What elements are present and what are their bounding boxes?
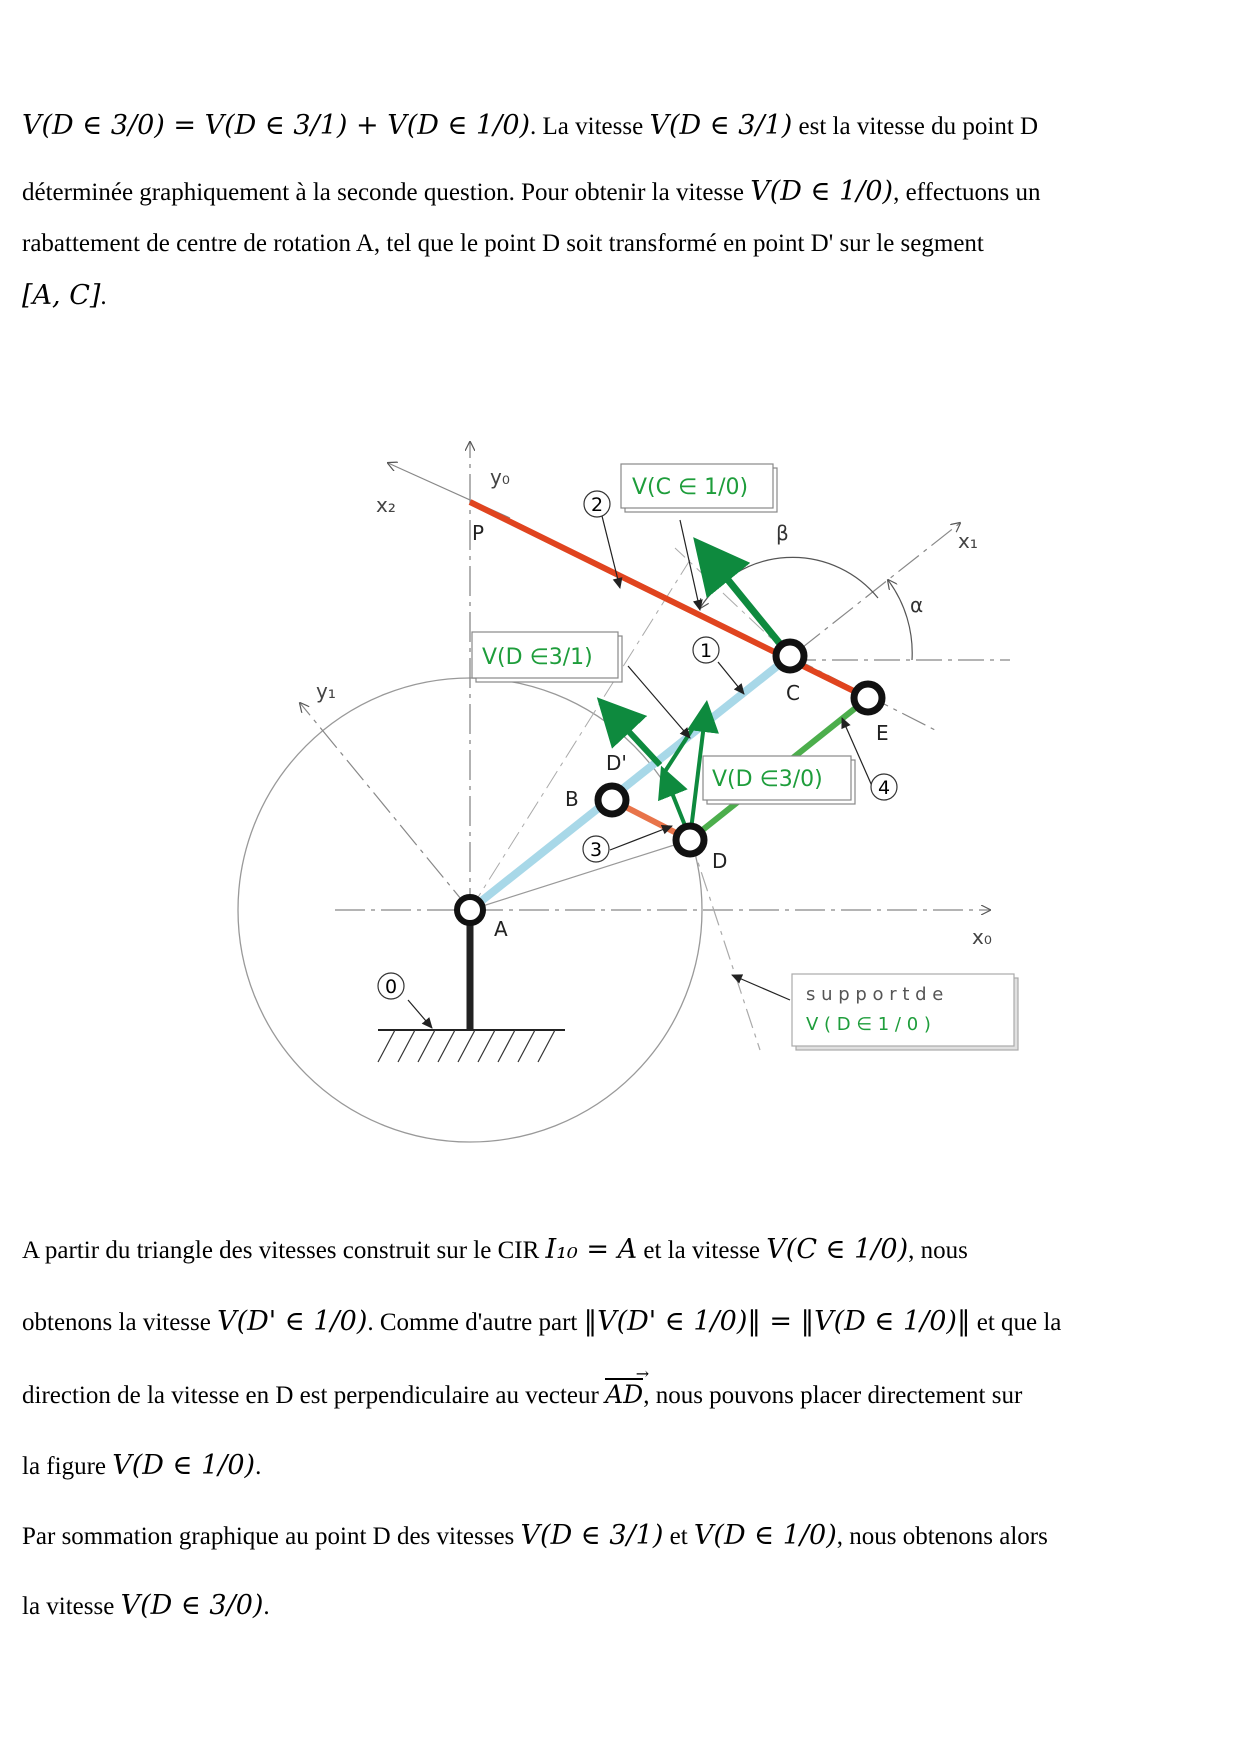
label-x0: x₀: [972, 925, 992, 949]
label-x1: x₁: [958, 529, 978, 553]
label-e: E: [876, 721, 889, 745]
part-number-0: [378, 973, 404, 999]
construction-line: [470, 560, 690, 910]
text: direction de la vitesse en D est perpendiculaire au vecteur: [22, 1382, 606, 1409]
svg-text:4: 4: [877, 777, 891, 799]
leader-2: [602, 516, 620, 588]
label-box-support: [792, 974, 1018, 1050]
text: , nous pouvons placer directement sur: [643, 1382, 1023, 1409]
label-alpha: α: [910, 593, 924, 617]
joint-d: [676, 826, 704, 854]
explanation-line-2: [22, 1306, 1061, 1337]
label-c: C: [786, 681, 800, 705]
part-number-1: [693, 637, 719, 663]
velocity-formula: V(D ∈ 1/0): [693, 1520, 837, 1551]
label-b: B: [565, 787, 579, 811]
explanation-line-6: [22, 1590, 270, 1621]
text: , effectuons un: [893, 179, 1041, 206]
label-x2: x₂: [376, 493, 396, 517]
angle-alpha-arc: [888, 580, 912, 660]
intro-line-3: rabattement de centre de rotation A, tel que le point D soit transformé en point D' sur le segment: [22, 230, 984, 257]
norm-equality-formula: ‖V(D' ∈ 1/0)‖ = ‖V(D ∈ 1/0)‖: [583, 1306, 971, 1337]
svg-text:3: 3: [589, 839, 603, 861]
text: , nous: [908, 1237, 968, 1264]
text: . La vitesse: [530, 113, 650, 140]
y1-axis: [300, 703, 470, 910]
explanation-line-1: [22, 1234, 968, 1265]
text: .: [100, 283, 107, 310]
leader-vd31: [628, 666, 690, 738]
joint-b: [598, 786, 626, 814]
text: et: [663, 1523, 694, 1550]
text: .: [255, 1453, 262, 1480]
label-box-vd30: [703, 756, 855, 804]
label-y1: y₁: [316, 679, 336, 703]
text: , nous obtenons alors: [836, 1523, 1048, 1550]
text: . Comme d'autre part: [367, 1309, 584, 1336]
vector-ad: AD →: [605, 1378, 643, 1409]
label-d: D: [712, 849, 728, 873]
segment-formula: [A, C]: [22, 280, 101, 311]
text: Par sommation graphique au point D des vitesses: [22, 1523, 521, 1550]
explanation-line-5: [22, 1520, 1048, 1551]
leader-support: [732, 975, 790, 1000]
svg-text:V(D ∈3/1): V(D ∈3/1): [482, 645, 593, 670]
part-number-2: [584, 491, 610, 517]
part-number-3: [583, 836, 609, 862]
joint-a: [457, 897, 483, 923]
velocity-formula: V(C ∈ 1/0): [766, 1234, 909, 1265]
text: A partir du triangle des vitesses construit sur le CIR: [22, 1237, 546, 1264]
svg-text:V(D ∈3/0): V(D ∈3/0): [712, 767, 823, 792]
label-box-vd31: [472, 632, 622, 682]
label-beta: β: [776, 521, 789, 545]
label-y0: y₀: [490, 465, 510, 489]
text: obtenons la vitesse: [22, 1309, 218, 1336]
line-ad: [470, 840, 690, 910]
cir-formula: I₁₀ = A: [545, 1234, 638, 1265]
text: déterminée graphiquement à la seconde question. Pour obtenir la vitesse: [22, 179, 751, 206]
explanation-line-4: [22, 1450, 261, 1481]
text: est la vitesse du point D: [792, 113, 1039, 140]
part-number-4: [871, 774, 897, 800]
leader-1: [718, 662, 744, 694]
svg-text:V(C ∈ 1/0): V(C ∈ 1/0): [632, 475, 749, 500]
text: la vitesse: [22, 1593, 121, 1620]
velocity-formula: V(D ∈ 3/1): [649, 110, 793, 141]
text: .: [263, 1593, 270, 1620]
label-a: A: [494, 917, 508, 941]
explanation-line-3: [22, 1378, 1022, 1410]
joint-e: [854, 684, 882, 712]
text: et que la: [970, 1309, 1062, 1336]
label-box-vc10: [621, 464, 777, 512]
velocity-composition-formula: V(D ∈ 3/0) = V(D ∈ 3/1) + V(D ∈ 1/0): [22, 110, 531, 141]
svg-text:V ( D ∈ 1 / 0 ): V ( D ∈ 1 / 0 ): [806, 1014, 931, 1035]
velocity-formula: V(D ∈ 1/0): [112, 1450, 256, 1481]
ground-hatching: [378, 1030, 555, 1062]
svg-text:s u p p o r t d e: s u p p o r t d e: [806, 984, 944, 1005]
velocity-formula: V(D ∈ 3/0): [120, 1590, 264, 1621]
svg-text:1: 1: [699, 640, 713, 662]
svg-text:0: 0: [384, 976, 398, 998]
leader-3: [610, 826, 672, 850]
velocity-formula: V(D ∈ 1/0): [750, 176, 894, 207]
text: et la vitesse: [637, 1237, 767, 1264]
velocity-formula: V(D ∈ 3/1): [520, 1520, 664, 1551]
joint-c: [776, 642, 804, 670]
label-p: P: [472, 521, 485, 545]
svg-text:2: 2: [590, 494, 604, 516]
leader-0: [408, 1000, 432, 1028]
label-dprime: D': [606, 751, 627, 775]
leader-beta: [680, 520, 700, 610]
velocity-formula: V(D' ∈ 1/0): [217, 1306, 368, 1337]
text: la figure: [22, 1453, 113, 1480]
